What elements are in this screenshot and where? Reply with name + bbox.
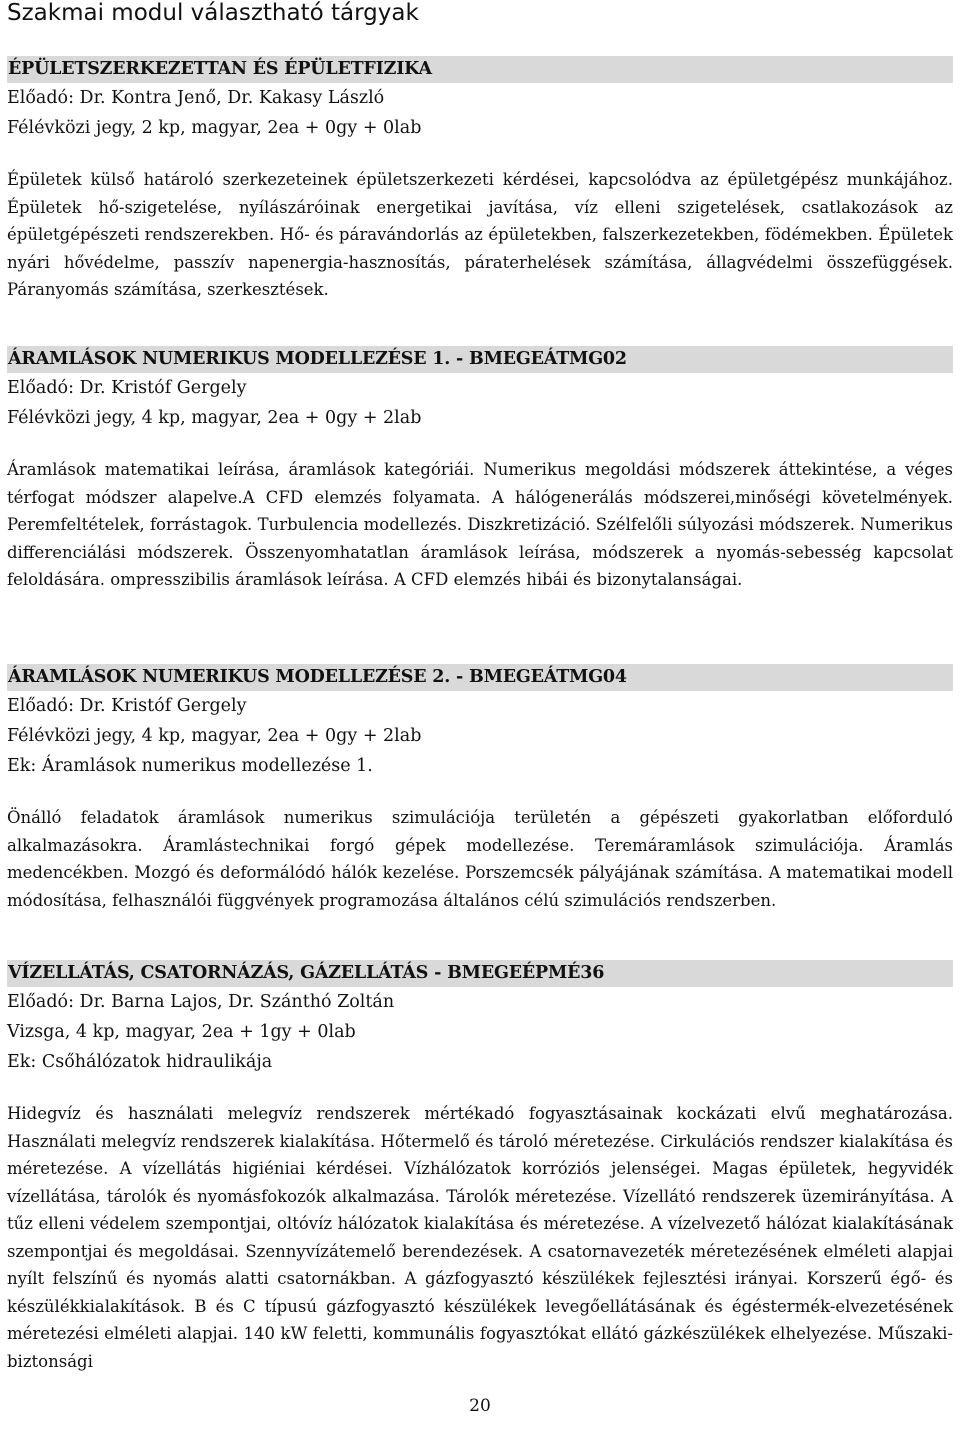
course-title: ÉPÜLETSZERKEZETTAN ÉS ÉPÜLETFIZIKA	[7, 56, 953, 83]
course-details: Félévközi jegy, 4 kp, magyar, 2ea + 0gy + 2lab	[7, 726, 422, 746]
course-description: Áramlások matematikai leírása, áramlások kategóriái. Numerikus megoldási módszerek áttekintése, a véges térfogat módszer alapelve.A CFD elemzés folyamata. A hálógenerálás módszerei,minőségi követelmények. Peremfeltételek, forrástagok. Turbulencia modellezés. Diszkretizáció. Szélfelőli súlyozási módszerek. Numerikus differenciálási módszerek. Összenyomhatatlan áramlások leírása, módszerek a nyomás-sebesség kapcsolat feloldására. ompresszibilis áramlások leírása. A CFD elemzés hibái és bizonytalanságai.	[7, 460, 953, 589]
course-description: Hidegvíz és használati melegvíz rendszerek mértékadó fogyasztásainak kockázati elvű meghatározása. Használati melegvíz rendszerek kialakítása. Hőtermelő és tároló méretezése. Cirkulációs rendszer kialakítása és méretezése. A vízellátás higiéniai kérdései. Vízhálózatok korróziós jelenségei. Magas épületek, hegyvidék vízellátása, tárolók és nyomásfokozók alkalmazása. Tárolók méretezése. Vízellátó rendszerek üzemirányítása. A tűz elleni védelem szempontjai, oltóvíz hálózatok kialakítása és méretezése. A vízelvezető hálózat kialakításának szempontjai és megoldásai. Szennyvízátemelő berendezések. A csatornavezeték méretezésének elméleti alapjai nyílt felszínű és nyomás alatti csatornákban. A gázfogyasztó készülékek fejlesztési irányai. Korszerű égő- és készülékkialakítások. B és C típusú gázfogyasztó készülékek levegőellátásának és égéstermék-elvezetésének méretezési elméleti alapjai. 140 kW feletti, kommunális fogyasztókat ellátó gázkészülékek elhelyezése. Műszaki-biztonsági	[7, 1104, 953, 1371]
course-title: ÁRAMLÁSOK NUMERIKUS MODELLEZÉSE 1. - BMEGEÁTMG02	[7, 346, 953, 373]
course-block	[7, 346, 953, 594]
course-description: Önálló feladatok áramlások numerikus szimulációja területén a gépészeti gyakorlatban előforduló alkalmazásokra. Áramlástechnikai forgó gépek modellezése. Teremáramlások szimulációja. Áramlás medencékben. Mozgó és deformálódó hálók kezelése. Porszemcsék pályájának számítása. A matematikai modell módosítása, felhasználói függvények programozása általános célú szimulációs rendszerben.	[7, 808, 953, 910]
course-title: ÁRAMLÁSOK NUMERIKUS MODELLEZÉSE 2. - BMEGEÁTMG04	[7, 664, 953, 691]
course-description: Épületek külső határoló szerkezeteinek épületszerkezeti kérdései, kapcsolódva az épületgépész munkájához. Épületek hő-szigetelése, nyílászáróinak energetikai javítása, víz elleni szigetelések, csatlakozások az épületgépészeti rendszerekben. Hő- és páravándorlás az épületekben, falszerkezetekben, födémekben. Épületek nyári hővédelme, passzív napenergia-hasznosítás, páraterhelések számítása, állagvédelmi összefüggések. Páranyomás számítása, szerkesztések.	[7, 170, 953, 299]
course-prerequisite: Ek: Csőhálózatok hidraulikája	[7, 1052, 273, 1072]
page-title: Szakmai modul választható tárgyak	[7, 0, 419, 26]
course-block	[7, 664, 953, 914]
course-lecturer: Előadó: Dr. Kontra Jenő, Dr. Kakasy László	[7, 88, 385, 108]
course-details: Vizsga, 4 kp, magyar, 2ea + 1gy + 0lab	[7, 1022, 356, 1042]
course-prerequisite: Ek: Áramlások numerikus modellezése 1.	[7, 756, 373, 776]
course-details: Félévközi jegy, 4 kp, magyar, 2ea + 0gy + 2lab	[7, 408, 422, 428]
page-number: 20	[469, 1396, 491, 1416]
course-lecturer: Előadó: Dr. Kristóf Gergely	[7, 378, 247, 398]
course-block	[7, 960, 953, 1375]
course-lecturer: Előadó: Dr. Kristóf Gergely	[7, 696, 247, 716]
course-block	[7, 56, 953, 304]
course-lecturer: Előadó: Dr. Barna Lajos, Dr. Szánthó Zoltán	[7, 992, 395, 1012]
course-title: VÍZELLÁTÁS, CSATORNÁZÁS, GÁZELLÁTÁS - BMEGEÉPMÉ36	[7, 960, 953, 987]
course-details: Félévközi jegy, 2 kp, magyar, 2ea + 0gy + 0lab	[7, 118, 422, 138]
